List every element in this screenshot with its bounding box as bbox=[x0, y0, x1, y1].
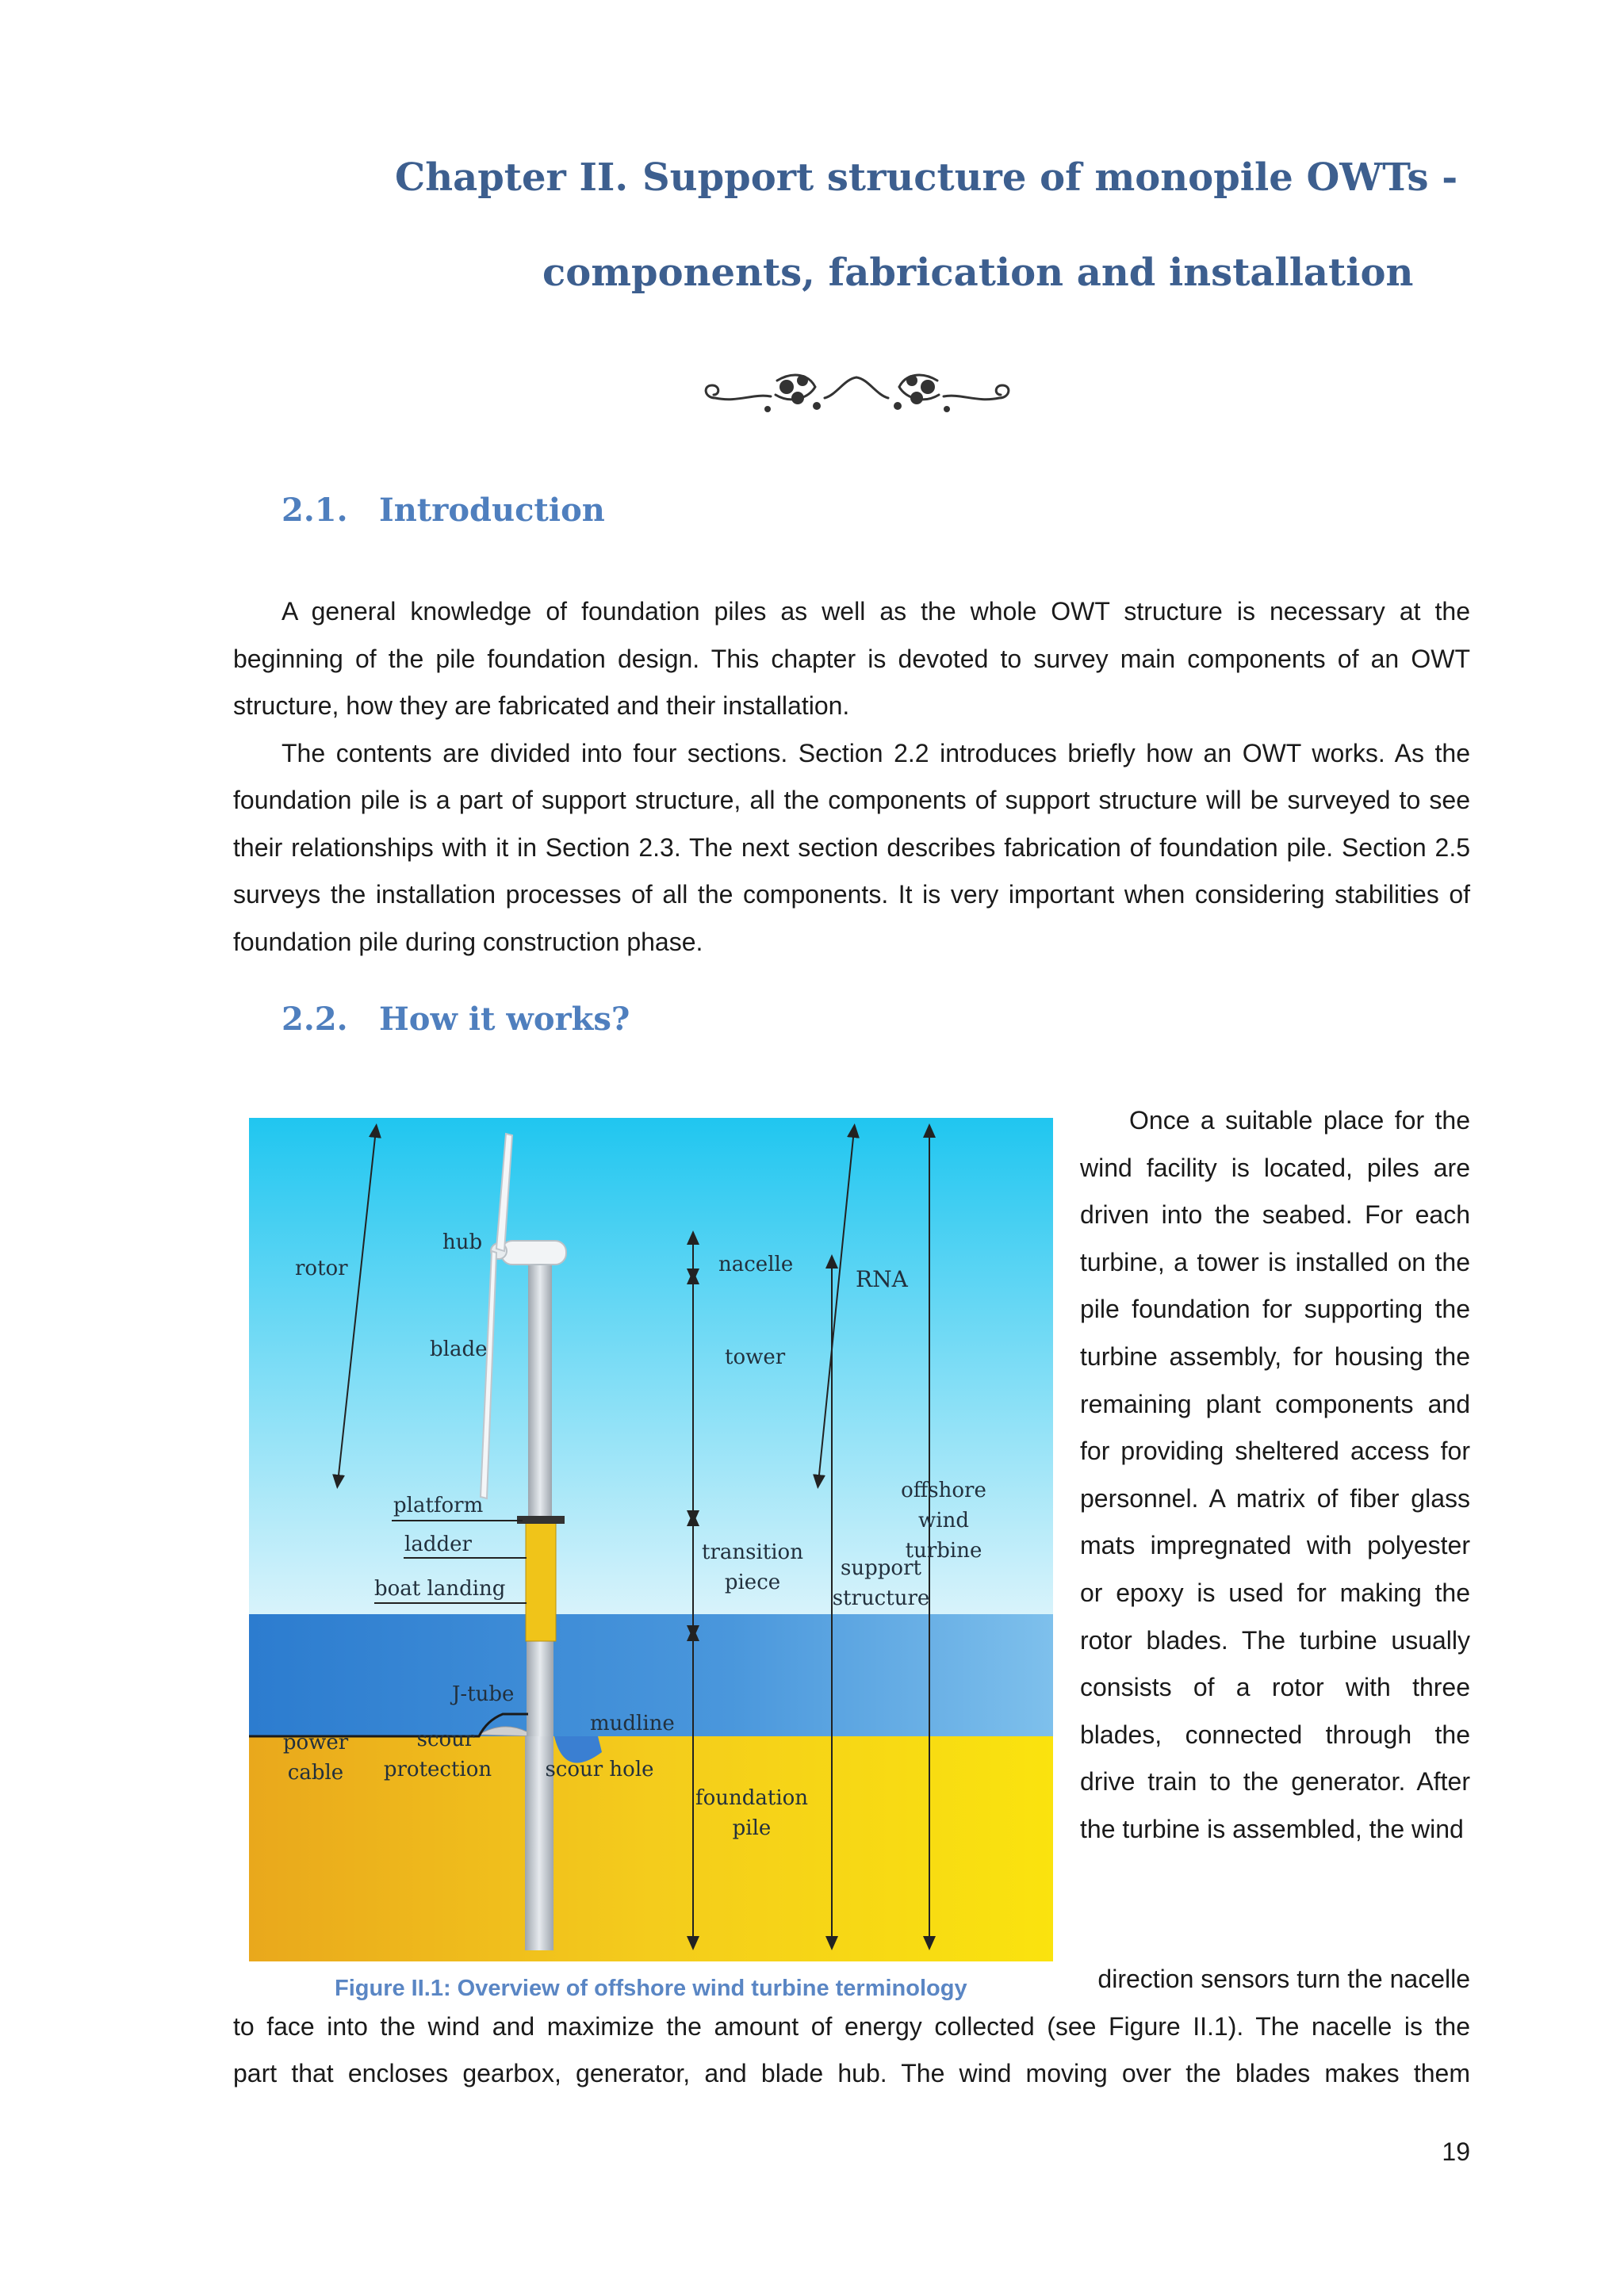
label-piece: piece bbox=[724, 1571, 781, 1594]
chapter-title-line1: Support structure of monopile OWTs - bbox=[642, 155, 1458, 200]
label-mudline: mudline bbox=[590, 1712, 675, 1735]
label-rna: RNA bbox=[856, 1266, 908, 1292]
intro-paragraph-1: A general knowledge of foundation piles as well as the whole OWT structure is necessary at the beginning of the pile foundation design. This chapter is devoted to survey main components of an OWT structure, how they are fabricated and their installation. bbox=[233, 597, 1470, 720]
side-paragraph: Once a suitable place for the wind facility is located, piles are driven into the seabed. For each turbine, a tower is installed on the pile foundation for supporting the turbine assembly, for housing the remaining plant components and for providing sheltered access for personnel. A matrix of fiber glass mats impregnated with polyester or epoxy is used for making the rotor blades. The turbine usually consists of a rotor with three blades, connected through the drive train to the generator. After the turbine is assembled, the wind bbox=[1080, 1106, 1470, 1843]
section-title-how: How it works? bbox=[379, 1001, 630, 1038]
text-line-nacelle: part that encloses gearbox, generator, and blade hub. The wind moving over the blades makes them bbox=[233, 2059, 1470, 2087]
section-how-side-text bbox=[1080, 1097, 1470, 1854]
text-line-face: to face into the wind and maximize the amount of energy collected (see Figure II.1). The nacelle is the bbox=[233, 2012, 1470, 2041]
chapter-number: Chapter II. bbox=[395, 155, 629, 200]
label-transition: transition bbox=[702, 1540, 803, 1564]
label-hub: hub bbox=[442, 1230, 483, 1254]
label-power: power bbox=[282, 1731, 349, 1755]
figure-caption: Figure II.1: Overview of offshore wind turbine terminology bbox=[335, 1976, 967, 2001]
label-protection: protection bbox=[383, 1758, 492, 1781]
platform-shape bbox=[517, 1516, 565, 1524]
label-cable: cable bbox=[287, 1761, 344, 1785]
intro-paragraph-2: The contents are divided into four sections. Section 2.2 introduces briefly how an OWT works. As the foundation pile is a part of support structure, all the components of support structure will be surveyed to see their relationships with it in Section 2.3. The next section describes fabrication of foundation pile. Section 2.5 surveys the installation processes of all the components. It is very important when considering stabilities of foundation pile during construction phase. bbox=[233, 738, 1470, 956]
label-wind: wind bbox=[918, 1509, 969, 1533]
label-rotor: rotor bbox=[295, 1257, 348, 1280]
label-ladder: ladder bbox=[404, 1533, 472, 1556]
tower-shape bbox=[528, 1245, 552, 1522]
label-blade: blade bbox=[430, 1337, 488, 1361]
chapter-title-line2: components, fabrication and installation bbox=[542, 251, 1414, 295]
label-structure: structure bbox=[832, 1586, 930, 1610]
section-number-intro: 2.1. bbox=[282, 492, 348, 529]
label-j-tube: J-tube bbox=[452, 1682, 515, 1706]
label-pile: pile bbox=[732, 1816, 772, 1840]
label-nacelle: nacelle bbox=[718, 1253, 794, 1276]
text-line-direction: direction sensors turn the nacelle bbox=[1097, 1965, 1470, 1993]
nacelle-shape bbox=[501, 1241, 566, 1265]
pile-upper-shape bbox=[527, 1633, 553, 1736]
label-tower: tower bbox=[725, 1345, 786, 1369]
label-scour: scour bbox=[416, 1728, 475, 1751]
section-number-how: 2.2. bbox=[282, 1001, 348, 1038]
offshore-wind-turbine-figure bbox=[249, 1118, 1053, 1961]
label-foundation: foundation bbox=[695, 1786, 809, 1810]
ornament-divider-icon bbox=[698, 363, 1017, 425]
label-turbine: turbine bbox=[905, 1539, 982, 1563]
transition-piece-shape bbox=[526, 1522, 556, 1641]
label-offshore: offshore bbox=[901, 1479, 986, 1502]
label-platform: platform bbox=[393, 1494, 484, 1517]
label-boat-landing: boat landing bbox=[374, 1577, 506, 1601]
section-title-intro: Introduction bbox=[379, 492, 605, 529]
page-number: 19 bbox=[1442, 2137, 1470, 2166]
label-scour-hole: scour hole bbox=[545, 1758, 654, 1781]
label-support: support bbox=[841, 1556, 921, 1580]
intro-text bbox=[233, 588, 1470, 966]
